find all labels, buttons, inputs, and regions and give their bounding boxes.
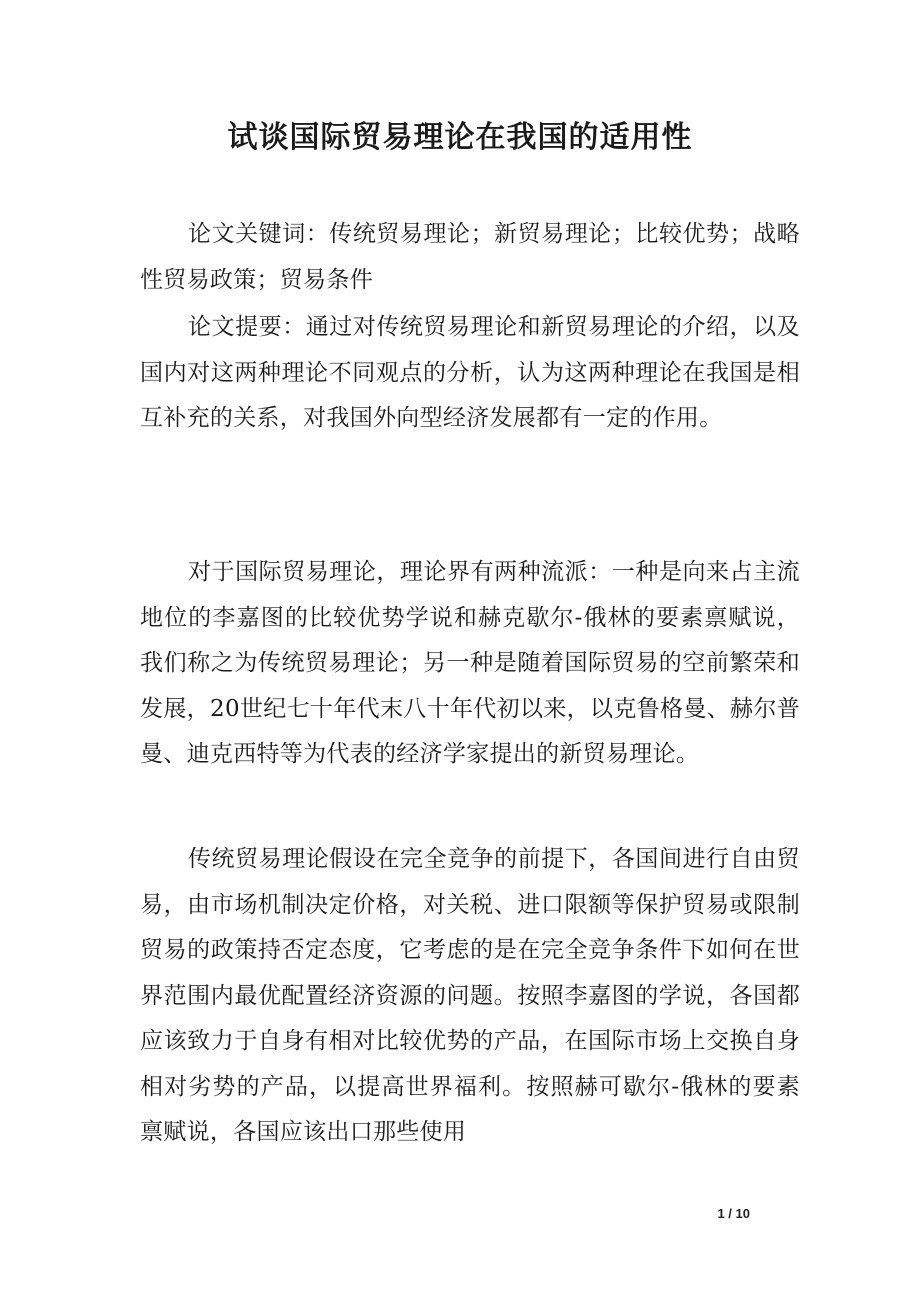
page-number: 1 / 10: [717, 1206, 750, 1221]
abstract-paragraph: 论文提要：通过对传统贸易理论和新贸易理论的介绍，以及国内对这两种理论不同观点的分析，认为这两种理论在我国是相互补充的关系，对我国外向型经济发展都有一定的作用。: [140, 314, 800, 431]
body-paragraph-1: 对于国际贸易理论，理论界有两种流派：一种是向来占主流地位的李嘉图的比较优势学说和赫克歇尔-俄林的要素禀赋说，我们称之为传统贸易理论；另一种是随着国际贸易的空前繁荣和发展，20世纪七十年代末八十年代初以来，以克鲁格曼、赫尔普曼、迪克西特等为代表的经济学家提出的新贸易理论。: [140, 559, 800, 767]
body-paragraph-2: 传统贸易理论假设在完全竞争的前提下，各国间进行自由贸易，由市场机制决定价格，对关税、进口限额等保护贸易或限制贸易的政策持否定态度，它考虑的是在完全竞争条件下如何在世界范围内最优配置经济资源的问题。按照李嘉图的学说，各国都应该致力于自身有相对比较优势的产品，在国际市场上交换自身相对劣势的产品，以提高世界福利。按照赫可歇尔-俄林的要素禀赋说，各国应该出口那些使用: [140, 846, 800, 1145]
document-title: 试谈国际贸易理论在我国的适用性: [227, 120, 693, 155]
keywords-paragraph: 论文关键词：传统贸易理论；新贸易理论；比较优势；战略性贸易政策；贸易条件: [140, 221, 800, 293]
